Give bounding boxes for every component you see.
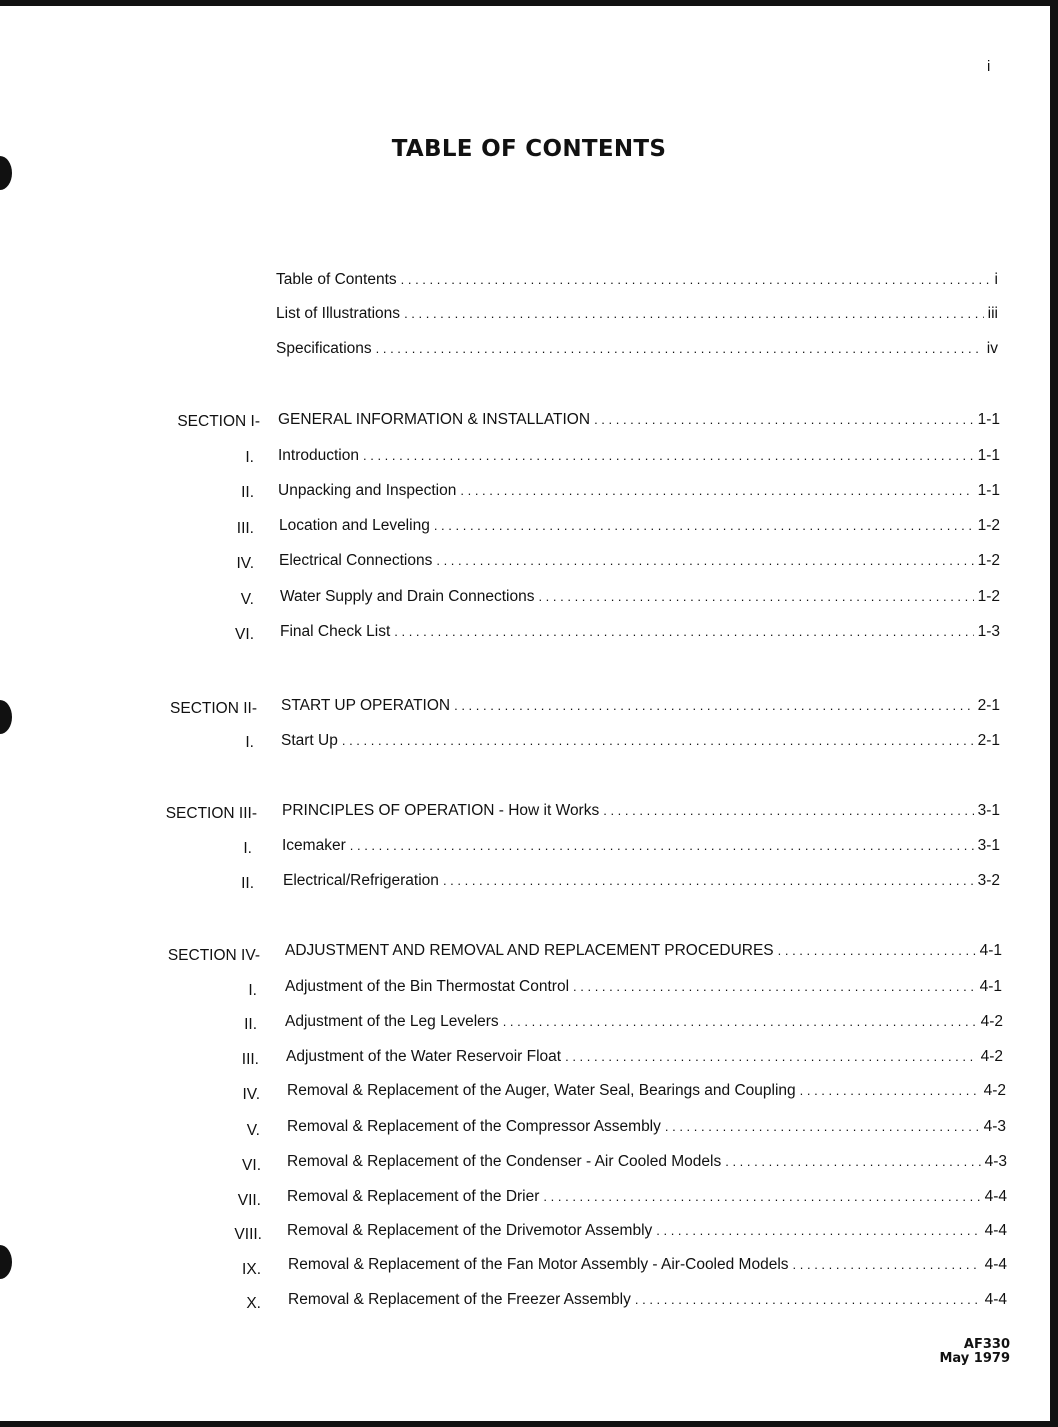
- toc-entry-label: Location and Leveling: [279, 517, 430, 534]
- toc-entry-label: Removal & Replacement of the Fan Motor Assembly - Air-Cooled Models: [288, 1256, 789, 1273]
- toc-entry-page: 4-1: [979, 942, 1002, 959]
- toc-entry-label: Removal & Replacement of the Condenser - Air Cooled Models: [287, 1153, 722, 1170]
- toc-entry-page: 4-4: [984, 1188, 1007, 1205]
- toc-entry[interactable]: [279, 552, 1000, 574]
- toc-entry-label: Electrical/Refrigeration: [283, 872, 439, 889]
- item-number: VI.: [235, 626, 254, 643]
- dot-leader: [363, 448, 974, 463]
- dot-leader: [404, 306, 984, 321]
- item-number: III.: [236, 520, 254, 537]
- toc-entry-label: List of Illustrations: [276, 305, 401, 322]
- toc-section-entry[interactable]: [282, 802, 1000, 824]
- toc-section-title: PRINCIPLES OF OPERATION - How it Works: [282, 802, 600, 819]
- document-footer: [900, 1338, 1010, 1366]
- toc-entry-page: 2-1: [977, 697, 1000, 714]
- dot-leader: [538, 589, 973, 604]
- toc-entry-page: 4-2: [983, 1082, 1006, 1099]
- dot-leader: [436, 553, 973, 568]
- dot-leader: [573, 979, 976, 994]
- dot-leader: [350, 838, 974, 853]
- toc-entry[interactable]: [278, 482, 1000, 504]
- item-number: I.: [248, 982, 257, 999]
- item-number: II.: [241, 484, 254, 501]
- toc-entry-label: Table of Contents: [276, 271, 397, 288]
- toc-entry[interactable]: [287, 1188, 1007, 1210]
- toc-entry-label: Specifications: [276, 340, 372, 357]
- toc-entry[interactable]: [276, 340, 998, 362]
- section-label: SECTION III-: [165, 805, 257, 822]
- toc-entry-page: 4-3: [983, 1118, 1006, 1135]
- toc-entry[interactable]: [285, 978, 1002, 1000]
- toc-entry-page: 3-2: [977, 872, 1000, 889]
- toc-entry[interactable]: [276, 305, 998, 327]
- item-number: VIII.: [234, 1226, 262, 1243]
- page-title: TABLE OF CONTENTS: [391, 136, 667, 162]
- item-number: VII.: [237, 1192, 261, 1209]
- binder-hole: [0, 700, 12, 734]
- toc-entry-page: 3-1: [977, 837, 1000, 854]
- dot-leader: [725, 1154, 980, 1169]
- toc-entry-label: Icemaker: [282, 837, 346, 854]
- toc-entry[interactable]: [287, 1222, 1007, 1244]
- page-number: i: [987, 58, 991, 75]
- item-number: V.: [246, 1122, 260, 1139]
- binder-hole: [0, 1245, 12, 1279]
- toc-entry[interactable]: [287, 1153, 1007, 1175]
- toc-entry-page: 1-3: [977, 623, 1000, 640]
- dot-leader: [443, 873, 974, 888]
- toc-entry[interactable]: [281, 732, 1000, 754]
- item-number: II.: [241, 875, 254, 892]
- toc-entry-label: Adjustment of the Leg Levelers: [285, 1013, 499, 1030]
- toc-entry-page: 2-1: [977, 732, 1000, 749]
- dot-leader: [800, 1083, 980, 1098]
- toc-entry[interactable]: [287, 1082, 1006, 1104]
- toc-entry-page: 3-1: [977, 802, 1000, 819]
- item-number: VI.: [242, 1157, 261, 1174]
- toc-entry[interactable]: [280, 623, 1000, 645]
- page-border-top: [0, 0, 1058, 6]
- item-number: V.: [240, 591, 254, 608]
- toc-entry-label: Removal & Replacement of the Auger, Water Seal, Bearings and Coupling: [287, 1082, 796, 1099]
- item-number: I.: [245, 449, 254, 466]
- page-border-right: [1050, 0, 1058, 1427]
- item-number: II.: [244, 1016, 257, 1033]
- item-number: III.: [241, 1051, 259, 1068]
- dot-leader: [603, 803, 973, 818]
- toc-entry-page: iv: [986, 340, 998, 357]
- toc-entry-label: Water Supply and Drain Connections: [280, 588, 535, 605]
- toc-entry[interactable]: [282, 837, 1000, 859]
- item-number: I.: [245, 734, 254, 751]
- toc-entry[interactable]: [279, 517, 1000, 539]
- toc-entry-label: Introduction: [278, 447, 359, 464]
- dot-leader: [594, 412, 974, 427]
- toc-entry-page: 4-4: [984, 1256, 1007, 1273]
- toc-entry-page: 4-1: [979, 978, 1002, 995]
- dot-leader: [376, 341, 983, 356]
- toc-entry-page: 1-1: [977, 447, 1000, 464]
- toc-entry[interactable]: [280, 588, 1000, 610]
- section-label: SECTION II-: [170, 700, 257, 717]
- toc-section-title: GENERAL INFORMATION & INSTALLATION: [278, 411, 591, 428]
- toc-entry-label: Adjustment of the Water Reservoir Float: [286, 1048, 562, 1065]
- toc-section-title: START UP OPERATION: [281, 697, 451, 714]
- toc-entry-label: Removal & Replacement of the Compressor Assembly: [287, 1118, 661, 1135]
- toc-entry-page: 4-3: [984, 1153, 1007, 1170]
- toc-entry-label: Final Check List: [280, 623, 391, 640]
- toc-entry-page: 1-1: [977, 411, 1000, 428]
- section-label: SECTION IV-: [167, 947, 260, 964]
- item-number: IV.: [236, 555, 254, 572]
- toc-entry[interactable]: [286, 1048, 1003, 1070]
- toc-entry[interactable]: [276, 271, 998, 293]
- item-number: I.: [243, 840, 252, 857]
- dot-leader: [394, 624, 973, 639]
- toc-entry-label: Removal & Replacement of the Drier: [287, 1188, 540, 1205]
- toc-entry-page: 4-4: [984, 1222, 1007, 1239]
- toc-entry[interactable]: [288, 1291, 1007, 1313]
- dot-leader: [665, 1119, 980, 1134]
- toc-entry-page: 1-2: [977, 517, 1000, 534]
- toc-section-entry[interactable]: [281, 697, 1000, 719]
- toc-entry-page: 4-2: [980, 1048, 1003, 1065]
- toc-entry-page: i: [994, 271, 998, 288]
- toc-entry-page: 4-2: [980, 1013, 1003, 1030]
- toc-entry-page: iii: [987, 305, 998, 322]
- toc-entry-page: 1-2: [977, 588, 1000, 605]
- item-number: X.: [246, 1295, 261, 1312]
- toc-entry-label: Adjustment of the Bin Thermostat Control: [285, 978, 570, 995]
- toc-section-entry[interactable]: [278, 411, 1000, 433]
- dot-leader: [503, 1014, 977, 1029]
- dot-leader: [460, 483, 973, 498]
- toc-entry[interactable]: [278, 447, 1000, 469]
- dot-leader: [778, 943, 976, 958]
- toc-entry-label: Removal & Replacement of the Drivemotor Assembly: [287, 1222, 653, 1239]
- toc-entry-page: 4-4: [984, 1291, 1007, 1308]
- item-number: IV.: [242, 1086, 260, 1103]
- toc-entry[interactable]: [283, 872, 1000, 894]
- footer-date: May 1979: [939, 1351, 1010, 1366]
- dot-leader: [635, 1292, 981, 1307]
- toc-entry[interactable]: [287, 1118, 1006, 1140]
- toc-entry-page: 1-1: [977, 482, 1000, 499]
- footer-model: AF330: [963, 1337, 1010, 1352]
- toc-entry-label: Start Up: [281, 732, 338, 749]
- dot-leader: [434, 518, 974, 533]
- toc-entry-label: Unpacking and Inspection: [278, 482, 457, 499]
- toc-entry-label: Electrical Connections: [279, 552, 433, 569]
- toc-entry-page: 1-2: [977, 552, 1000, 569]
- toc-section-title: ADJUSTMENT AND REMOVAL AND REPLACEMENT PROCEDURES: [285, 942, 774, 959]
- toc-entry[interactable]: [288, 1256, 1007, 1278]
- section-label: SECTION I-: [177, 413, 260, 430]
- dot-leader: [793, 1257, 981, 1272]
- dot-leader: [543, 1189, 980, 1204]
- toc-entry-label: Removal & Replacement of the Freezer Assembly: [288, 1291, 631, 1308]
- dot-leader: [454, 698, 973, 713]
- page-border-bottom: [0, 1421, 1058, 1427]
- dot-leader: [401, 272, 991, 287]
- dot-leader: [656, 1223, 980, 1238]
- dot-leader: [565, 1049, 977, 1064]
- toc-section-entry[interactable]: [285, 942, 1002, 964]
- item-number: IX.: [242, 1261, 261, 1278]
- toc-entry[interactable]: [285, 1013, 1003, 1035]
- dot-leader: [342, 733, 974, 748]
